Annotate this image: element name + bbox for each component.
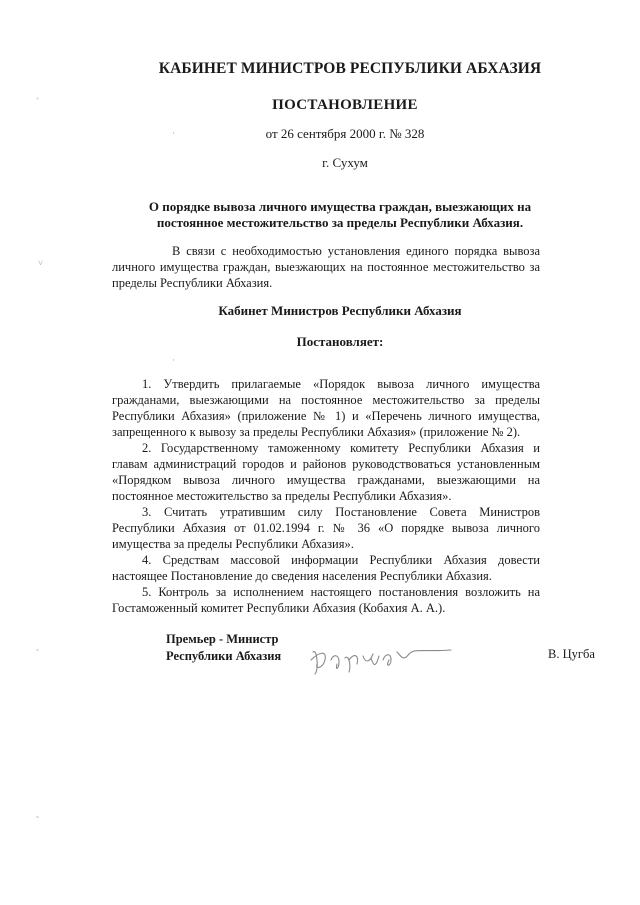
decree-items xyxy=(112,376,540,616)
decree-item-4: 4. Средствам массовой информации Республики Абхазия довести настоящее Постановление до сведения населения Республики Абхазия. xyxy=(112,553,540,583)
scan-speck: ﾞ xyxy=(36,97,41,107)
signer-name: В. Цугба xyxy=(548,647,595,661)
document-subject: О порядке вывоза личного имущества граждан, выезжающих на постоянное местожительство за пределы Республики Абхазия. xyxy=(148,199,532,230)
decree-item-2: 2. Государственному таможенному комитету Республики Абхазия и главам администраций городов и районов руководствоваться установленным «Порядком вывоза личного имущества гражданами, выезжающими на постоянное местожительство за пределы Республики Абхазия». xyxy=(112,441,540,503)
decree-item-3: 3. Считать утратившим силу Постановление Совета Министров Республики Абхазия от 01.02.1994 г. № 36 «О порядке вывоза личного имущества за пределы Республики Абхазия». xyxy=(112,505,540,551)
scan-speck: ˚ xyxy=(36,648,39,658)
decree-word: Постановляет: xyxy=(296,334,384,349)
signer-title xyxy=(166,631,281,665)
decree-item-5: 5. Контроль за исполнением настоящего постановления возложить на Гостаможенный комитет Республики Абхазия (Кобахия А. А.). xyxy=(112,585,540,615)
handwritten-signature-icon xyxy=(305,630,455,680)
document-type: ПОСТАНОВЛЕНИЕ xyxy=(272,97,418,113)
decree-item-1: 1. Утвердить прилагаемые «Порядок вывоза личного имущества гражданами, выезжающими на постоянное местожительство за пределы Республики Абхазия» (приложение № 1) и «Перечень личного имущества, запрещенного к вывозу за пределы Республики Абхазия» (приложение № 2). xyxy=(112,377,540,439)
document-city: г. Сухум xyxy=(322,155,368,170)
organization-title: КАБИНЕТ МИНИСТРОВ РЕСПУБЛИКИ АБХАЗИЯ xyxy=(158,60,542,77)
scan-speck: · xyxy=(172,128,175,138)
issuer-line: Кабинет Министров Республики Абхазия xyxy=(218,303,462,318)
scan-speck: ˅ xyxy=(38,258,44,268)
signer-title-line-2: Республики Абхазия xyxy=(166,649,282,663)
intro-paragraph: В связи с необходимостью установления единого порядка вывоза личного имущества граждан, выезжающих на постоянное местожительство за пределы Республики Абхазия. xyxy=(112,244,540,290)
document-date-number: от 26 сентября 2000 г. № 328 xyxy=(265,126,425,141)
scan-speck: · xyxy=(172,355,175,365)
scan-speck: ˜ xyxy=(36,815,39,825)
signer-title-line-1: Премьер - Министр xyxy=(166,632,279,646)
